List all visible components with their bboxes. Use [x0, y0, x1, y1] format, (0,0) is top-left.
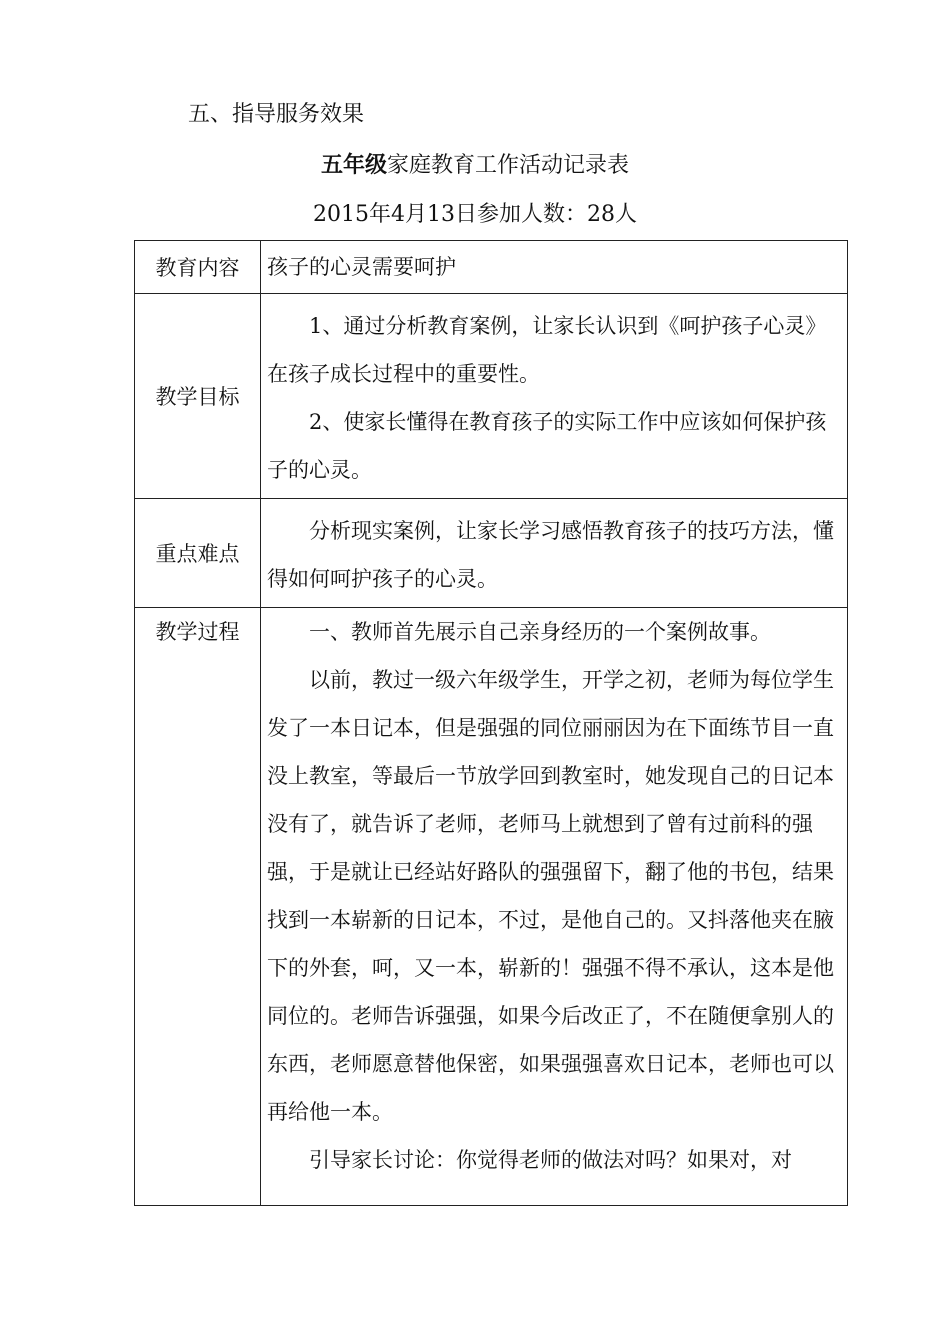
content-cell: 孩子的心灵需要呵护: [261, 241, 848, 294]
paragraph: 分析现实案例，让家长学习感悟教育孩子的技巧方法，懂得如何呵护孩子的心灵。: [267, 519, 834, 591]
table-row: [135, 499, 848, 608]
content-cell: [261, 608, 848, 1206]
paragraph: 以前，教过一级六年级学生，开学之初，老师为每位学生发了一本日记本，但是强强的同位丽丽因为在下面练节目一直没上教室，等最后一节放学回到教室时，她发现自己的日记本没有了，就告诉了老师，老师马上就想到了曾有过前科的强强，于是就让已经站好路队的强强留下，翻了他的书包，结果找到一本崭新的日记本，不过，是他自己的。又抖落他夹在腋下的外套，呵，又一本，崭新的！强强不得不承认，这本是他同位的。老师告诉强强，如果今后改正了，不在随便拿别人的东西，老师愿意替他保密，如果强强喜欢日记本，老师也可以再给他一本。: [267, 668, 834, 1124]
paragraph: 引导家长讨论：你觉得老师的做法对吗？如果对，对: [309, 1148, 792, 1172]
label-cell: 重点难点: [135, 499, 261, 608]
paragraph: 2、使家长懂得在教育孩子的实际工作中应该如何保护孩子的心灵。: [267, 410, 827, 482]
title-rest: 家庭教育工作活动记录表: [387, 153, 630, 178]
label-cell: 教学目标: [135, 294, 261, 499]
paragraph: 1、通过分析教育案例，让家长认识到《呵护孩子心灵》在孩子成长过程中的重要性。: [267, 314, 827, 386]
title-grade: 五年级: [320, 152, 387, 178]
document-title: [0, 148, 950, 183]
content-cell: [261, 499, 848, 608]
table-row: [135, 241, 848, 294]
paragraph: 一、教师首先展示自己亲身经历的一个案例故事。: [309, 620, 771, 644]
activity-record-table: [134, 240, 848, 1206]
content-cell: [261, 294, 848, 499]
section-heading: 五、指导服务效果: [188, 102, 365, 127]
label-cell: 教学过程: [135, 608, 261, 1206]
table-row: [135, 294, 848, 499]
label-cell: 教育内容: [135, 241, 261, 294]
date-and-attendance: 2015年4月13日参加人数：28人: [313, 202, 637, 227]
table-row: [135, 608, 848, 1206]
